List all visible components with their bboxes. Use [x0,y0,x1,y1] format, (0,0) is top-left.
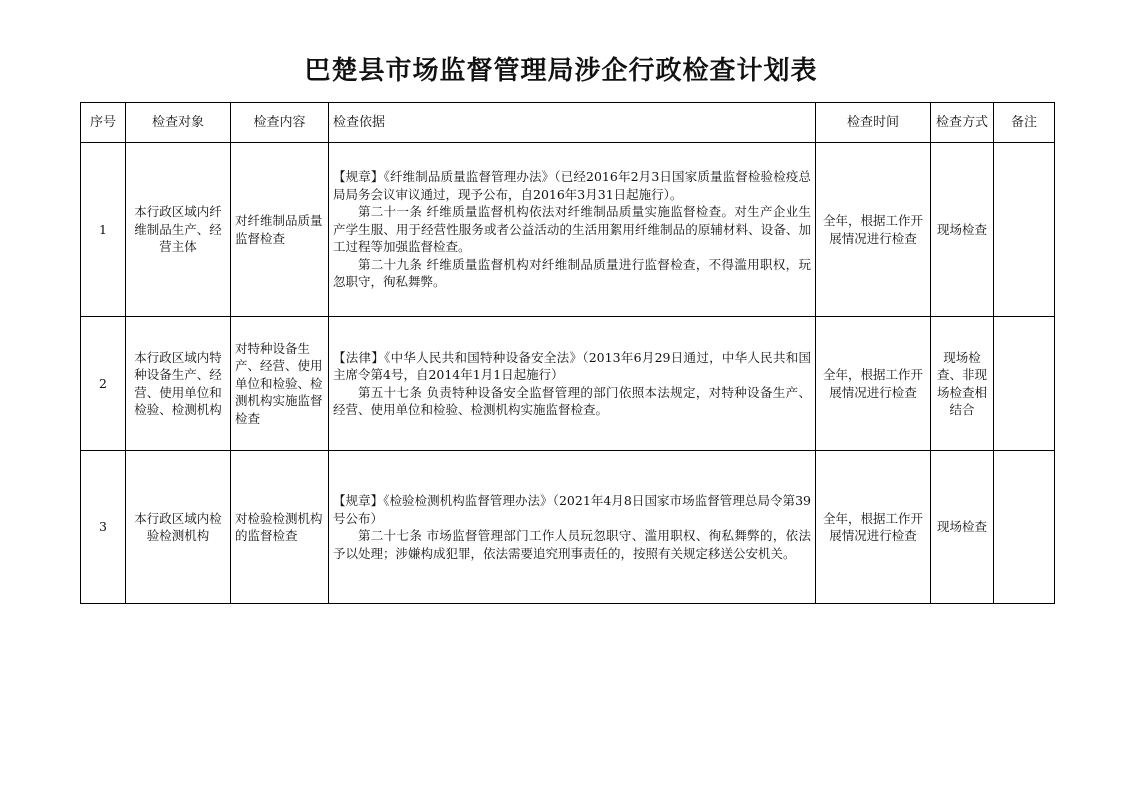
header-seq: 序号 [81,103,126,143]
cell-method: 现场检查、非现场检查相结合 [931,317,994,451]
header-target: 检查对象 [126,103,231,143]
cell-content: 对检验检测机构的监督检查 [231,451,329,604]
cell-seq: 3 [81,451,126,604]
basis-paragraph: 第二十九条 纤维质量监督机构对纤维制品质量进行监督检查，不得滥用职权，玩忽职守，徇私舞弊。 [333,256,811,290]
header-row [81,103,1055,143]
cell-seq: 1 [81,143,126,317]
header-basis: 检查依据 [329,103,816,143]
cell-content: 对特种设备生产、经营、使用单位和检验、检测机构实施监督检查 [231,317,329,451]
cell-content: 对纤维制品质量监督检查 [231,143,329,317]
table-row [81,317,1055,451]
header-note: 备注 [994,103,1055,143]
table-row [81,143,1055,317]
table-row [81,451,1055,604]
cell-seq: 2 [81,317,126,451]
basis-paragraph: 【规章】《检验检测机构监督管理办法》（2021年4月8日国家市场监督管理总局令第39号公布） [333,493,811,526]
cell-target: 本行政区域内检验检测机构 [126,451,231,604]
basis-paragraph: 【法律】《中华人民共和国特种设备安全法》（2013年6月29日通过，中华人民共和国主席令第4号，自2014年1月1日起施行） [333,349,811,382]
cell-target: 本行政区域内纤维制品生产、经营主体 [126,143,231,317]
cell-basis [329,143,816,317]
header-method: 检查方式 [931,103,994,143]
cell-target: 本行政区域内特种设备生产、经营、使用单位和检验、检测机构 [126,317,231,451]
cell-time: 全年，根据工作开展情况进行检查 [816,451,931,604]
basis-paragraph: 第二十七条 市场监督管理部门工作人员玩忽职守、滥用职权、徇私舞弊的，依法予以处理；涉嫌构成犯罪，依法需要追究刑事责任的，按照有关规定移送公安机关。 [333,528,811,561]
header-content: 检查内容 [231,103,329,143]
cell-note [994,451,1055,604]
inspection-plan-table [80,102,1055,604]
cell-basis [329,317,816,451]
cell-time: 全年，根据工作开展情况进行检查 [816,143,931,317]
cell-time: 全年，根据工作开展情况进行检查 [816,317,931,451]
cell-note [994,143,1055,317]
basis-paragraph: 第五十七条 负责特种设备安全监督管理的部门依照本法规定，对特种设备生产、经营、使用单位和检验、检测机构实施监督检查。 [333,384,811,417]
basis-paragraph: 【规章】《纤维制品质量监督管理办法》（已经2016年2月3日国家质量监督检验检疫总局局务会议审议通过，现予公布，自2016年3月31日起施行）。 [333,169,811,202]
cell-method: 现场检查 [931,451,994,604]
cell-basis [329,451,816,604]
header-time: 检查时间 [816,103,931,143]
page-title: 巴楚县市场监督管理局涉企行政检查计划表 [304,56,818,86]
basis-paragraph: 第二十一条 纤维质量监督机构依法对纤维制品质量实施监督检查。对生产企业生产学生服、用于经营性服务或者公益活动的生活用絮用纤维制品的原辅材料、设备、加工过程等加强监督检查。 [333,204,811,255]
cell-note [994,317,1055,451]
cell-method: 现场检查 [931,143,994,317]
